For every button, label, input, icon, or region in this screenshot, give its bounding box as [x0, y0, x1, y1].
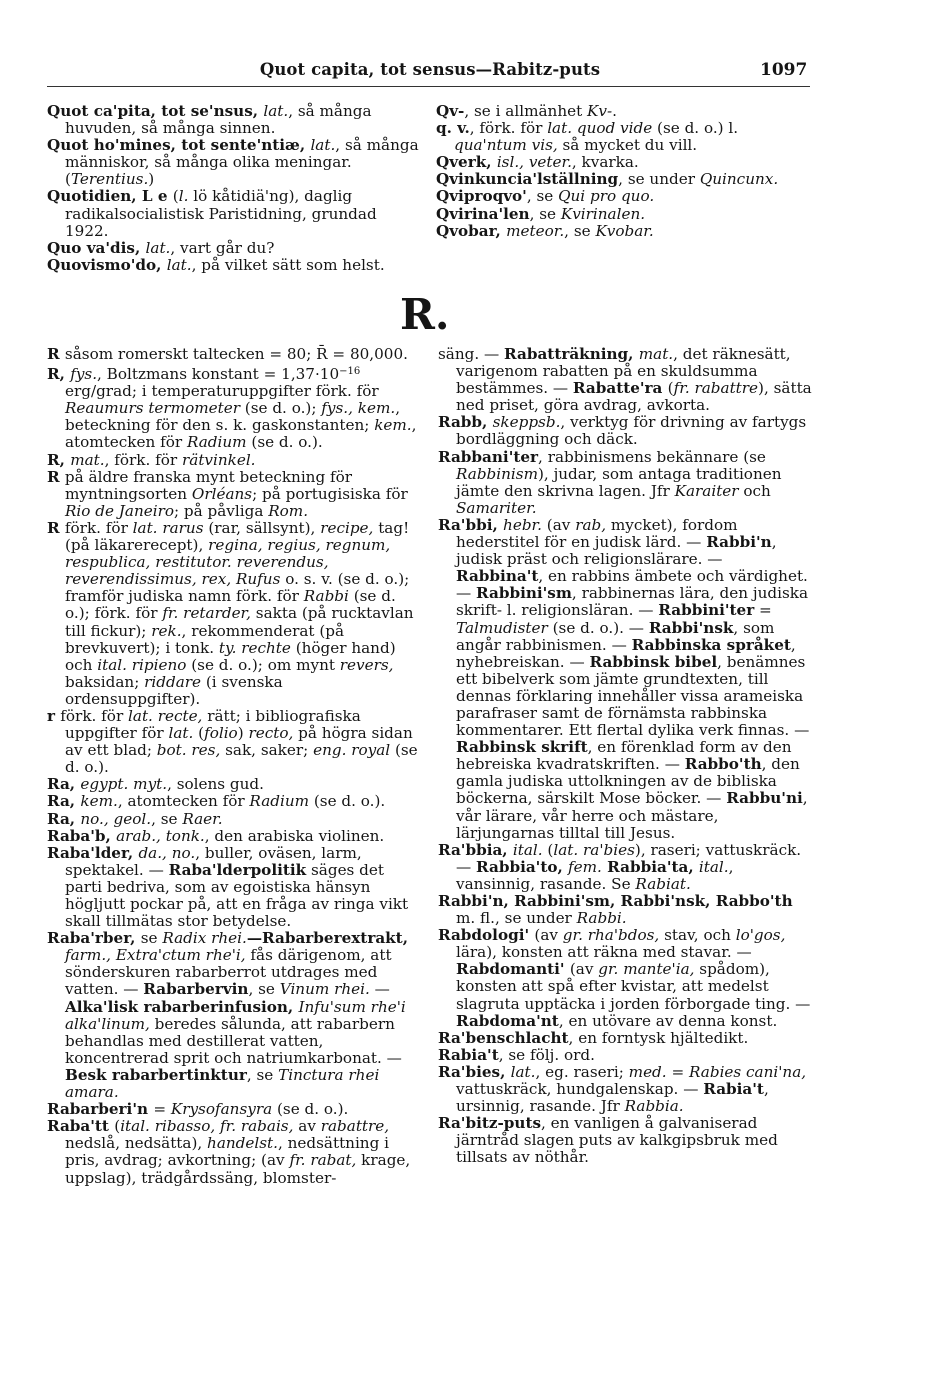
entry-text: mat. [70, 450, 105, 469]
entry-text: lat. [166, 255, 192, 274]
entry-text: förk. för [60, 706, 129, 725]
entry-headword: Rabb, [438, 413, 493, 432]
entry-text: (se d. o.) l. [652, 119, 739, 138]
entry-text: stav, och [659, 926, 736, 945]
entry-text: ; på påvliga [173, 501, 269, 520]
entry-text: (av [541, 515, 576, 534]
entry-text: , beteckning för den s. k. gaskonstanten; [65, 399, 401, 435]
entry-text: no., geol. [80, 809, 152, 828]
entry-text: (se d. o.); om mynt [186, 655, 340, 674]
entry-headword: R, [47, 450, 71, 469]
entry-text: Rabbia. [624, 1097, 684, 1116]
entry-headword: q. v. [436, 119, 470, 138]
entry-text: , den arabiska violinen. [204, 826, 385, 845]
entry-text: erg/grad; i temperaturuppgifter förk. för [65, 382, 379, 401]
entry-headword: Quovismo'do, [47, 255, 167, 274]
entry-text: ( [114, 1117, 121, 1136]
entry-text: , se [529, 204, 561, 223]
entry-text: på högra sidan av ett blad; [65, 724, 413, 760]
entry-headword: Ra'benschlacht [438, 1028, 569, 1047]
entry-text: säng. — [438, 345, 505, 363]
entry-text: , förk. för [469, 119, 548, 138]
entry-text: Terentius. [70, 170, 149, 189]
entry-text: Reaumurs termometer [65, 399, 240, 418]
entry-text: fås därigenom, att sönderskuren rabarberrot utdrages med vatten. — [65, 946, 392, 999]
entry-text: (se d. o.). [246, 433, 323, 452]
entry-text: , atomtecken för [65, 416, 417, 452]
entry-headword: Rabdomanti' [456, 960, 570, 979]
entry-headword: Rabbinsk skrift [456, 738, 588, 757]
entry-headword: Rabia't [703, 1080, 764, 1099]
entry-text: av [293, 1117, 321, 1136]
entry-text: da., no. [138, 843, 196, 862]
entry-headword: Rabbu'ni [726, 789, 803, 808]
entry-text: ( [542, 840, 554, 859]
entry-text: — [369, 980, 390, 999]
running-head: Quot capita, tot sensus—Rabitz-puts [259, 60, 601, 79]
entry-text: (se d. o.); förk. för [65, 587, 396, 623]
entry-text: (se d. o.). [309, 792, 386, 811]
entry-headword: Qvirina'len [436, 204, 530, 223]
entry-headword: Quot ho'mines, tot sente'ntiæ, [47, 136, 311, 155]
entry-text: ( [193, 724, 205, 743]
entry-text: , atomtecken för [117, 792, 250, 811]
entry-text: fr. retarder, [162, 604, 251, 623]
entry-text: ), sätta ned priset, göra avdrag, avkorta. [456, 379, 812, 415]
entry-text: (höger hand) och [65, 638, 396, 674]
entry-text: fem. [568, 857, 602, 876]
entry-headword: Rabbi'nsk [648, 618, 734, 637]
entry-headword: R, [47, 365, 71, 384]
entry-headword: r [47, 706, 61, 725]
entry-text: Rabies cani'na, [689, 1062, 807, 1081]
entry-text: tag! (på läkarerecept), [65, 518, 410, 555]
entry-text: Raer. [182, 809, 223, 828]
entry-text: , som angår rabbinismen. — [456, 618, 775, 654]
entry-text: baksidan; [65, 672, 145, 691]
entry-text: folio [204, 724, 238, 743]
entry-headword: R [47, 518, 65, 537]
entry-text: , rekommenderat (på brevkuvert); i tonk. [65, 621, 345, 657]
entry-text: lat. [145, 238, 171, 257]
entry-headword: Ra'bitz-puts [438, 1114, 542, 1133]
entry-text: . [612, 102, 617, 120]
entry-text: Rio de Janeiro [65, 501, 174, 520]
dictionary-entry [47, 811, 421, 828]
entry-text: fr. rabat, [289, 1151, 357, 1170]
entry-headword: Rabbi'n, Rabbini'sm, Rabbi'nsk, Rabbo'th [438, 892, 793, 910]
entry-text: (se d. o.). [65, 741, 418, 777]
entry-text: (av [534, 926, 563, 945]
entry-headword: Rabbini'sm [476, 584, 572, 603]
entry-text: lat. rarus [132, 518, 204, 537]
entry-text: lat. ra'bies [553, 840, 635, 859]
entry-text: , benämnes ett bibelverk som jämte grundtexten, till dennas förklaring innehåller vissa arameiska parafraser samt de förnämsta rabbinska kommentarer. Ett flertal dylika verk finnas. — [456, 652, 810, 740]
entry-text: Qui pro quo. [558, 187, 655, 206]
dictionary-entry [436, 223, 806, 240]
entry-text: lat. [310, 136, 336, 155]
entry-headword: Ra'bies, [438, 1062, 511, 1081]
entry-text: Talmudister [456, 618, 548, 637]
entry-text: , kvarka. [571, 153, 639, 172]
entry-text: , nyhebreiskan. — [456, 635, 796, 671]
entry-text: meteor. [506, 221, 565, 240]
entry-text: lära), konsten att räkna med stavar. — [456, 943, 752, 962]
entry-text: (av [569, 960, 599, 979]
dictionary-entry [47, 828, 421, 845]
entry-text: , en forntysk hjältedikt. [568, 1028, 749, 1047]
dictionary-entry [47, 137, 423, 188]
entry-text: och [738, 481, 771, 500]
dictionary-entry [436, 120, 806, 154]
entry-headword: Raba'tt [47, 1117, 115, 1136]
entry-text: Radium [186, 433, 247, 452]
entry-text: = [153, 1100, 171, 1119]
entry-text: Quincunx. [699, 170, 779, 189]
entry-text: , se följ. ord. [498, 1045, 595, 1064]
entry-text: , judisk präst och religionslärare. — [456, 533, 777, 569]
entry-text: , det räknesätt, varigenom rabatten på en skuldsumma bestämmes. — [456, 345, 791, 398]
entry-text: säges det parti bedriva, som av egoistiska hänsyn högljutt pockar på, att en fråga av ringa vikt skall tillmätas stor betydelse. [65, 860, 409, 931]
entry-text: beredes sålunda, att rabarbern behandlas med destillerat vatten, koncentrerad sprit och natriumkarbonat. — [65, 1014, 402, 1067]
entry-text: sak, saker; [220, 741, 314, 760]
entry-text: , se [246, 1065, 279, 1084]
entry-text: qua'ntum vis, [454, 136, 558, 155]
dictionary-entry [438, 893, 812, 927]
entry-text: regina, regius, regnum, respublica, restitutor. reverendus, reverendissimus, rex, Rufus [65, 536, 391, 589]
entry-text: , se [248, 980, 280, 999]
entry-text: så mycket du vill. [557, 136, 698, 155]
entry-text: , Boltzmans konstant = 1,37·10 [97, 365, 340, 384]
entry-headword: Ra'bbia, [438, 840, 513, 859]
dictionary-entry [47, 469, 421, 520]
entry-text: , ursinnig, rasande. Jfr [456, 1080, 769, 1116]
column-top-left [47, 103, 423, 274]
entry-text: , vart går du? [170, 238, 275, 257]
entry-headword: Rabbia'to, [476, 857, 569, 876]
entry-text: ital. ribasso, fr. rabais, [120, 1117, 294, 1136]
entry-text: på äldre franska mynt beteckning för myntningsorten [64, 467, 353, 503]
entry-text: Karaiter [674, 481, 739, 500]
entry-text: , vår lärare, vår herre och mästare, lärjungarnas tilltal till Jesus. [456, 789, 808, 842]
entry-headword: Qv- [436, 102, 465, 120]
dictionary-entry [47, 520, 421, 708]
entry-text: lö kåtidiä'ng), daglig radikalsocialistisk Paristidning, grundad 1922. [65, 187, 377, 240]
entry-text: rabattre, [320, 1117, 390, 1136]
entry-text: , se [526, 187, 559, 206]
dictionary-entry [47, 776, 421, 793]
entry-text: handelst. [207, 1134, 278, 1153]
entry-headword: Rabbani'ter [438, 447, 539, 466]
entry-text: l. [178, 187, 189, 206]
entry-headword: —Rabarberextrakt, [246, 929, 408, 948]
entry-text: bot. res, [156, 741, 221, 760]
entry-text: , på vilket sätt som helst. [191, 255, 385, 274]
dictionary-entry [47, 363, 421, 451]
entry-text: Radix rhei. [162, 929, 247, 948]
entry-text: ), judar, som antaga traditionen jämte den skrivna lagen. Jfr [456, 464, 782, 500]
entry-text: fr. rabattre [673, 379, 759, 398]
entry-text: (i svenska ordensuppgifter). [65, 672, 283, 708]
entry-text: lat. [168, 724, 194, 743]
entry-text: Tinctura rhei amara. [65, 1065, 380, 1102]
entry-text: se [140, 929, 163, 948]
entry-headword: Alka'lisk rabarberinfusion, [65, 997, 299, 1016]
entry-text: hebr. [503, 515, 542, 534]
entry-text: ty. rechte [218, 638, 291, 657]
entry-text: o. s. v. (se d. o.); framför judiska namn förk. för [65, 570, 410, 606]
entry-text: Kvobar. [595, 221, 654, 240]
entry-text: ital. [512, 840, 543, 859]
entry-headword: Rabbi'n [706, 533, 772, 552]
entry-text: , se under [618, 170, 700, 189]
entry-headword: Rabatte'ra [572, 379, 668, 398]
dictionary-entry [438, 1047, 812, 1064]
entry-headword: Rabbo'th [684, 755, 762, 774]
entry-headword: Rabdoma'nt [456, 1011, 559, 1030]
section-letter: R. [400, 290, 450, 339]
entry-text: , se i allmänhet [464, 102, 588, 120]
entry-text: , en utövare av denna konst. [558, 1011, 778, 1030]
dictionary-entry [438, 414, 812, 448]
dictionary-entry [47, 708, 421, 776]
entry-text: med. [628, 1062, 667, 1081]
dictionary-entry [47, 930, 421, 1101]
entry-text: rätvinkel. [182, 450, 256, 469]
entry-text: (rar, sällsynt), [203, 518, 321, 537]
dictionary-entry [436, 188, 806, 205]
entry-text: Samariter. [456, 498, 537, 517]
column-bottom-right [438, 346, 812, 1167]
entry-text: Infu'sum rhe'i alka'linum, [65, 997, 406, 1033]
entry-text: , se [151, 809, 183, 828]
entry-headword: Quo va'dis, [47, 238, 146, 257]
dictionary-entry [438, 517, 812, 842]
entry-text: = [666, 1062, 690, 1081]
dictionary-entry [47, 188, 423, 239]
dictionary-entry [438, 842, 812, 893]
entry-text: ) [148, 170, 155, 189]
entry-headword: Qvobar, [436, 221, 507, 240]
entry-text: rek. [151, 621, 182, 640]
dictionary-entry [47, 845, 421, 930]
dictionary-entry [47, 793, 421, 810]
entry-text: ital. ripieno [97, 655, 187, 674]
entry-text: ; på portugisiska för [252, 484, 408, 503]
entry-headword: R [47, 345, 65, 363]
dictionary-entry [47, 103, 423, 137]
entry-text: mycket), fordom hederstitel för en judisk lärd. — [456, 515, 738, 552]
entry-text: arab., tonk. [116, 826, 205, 845]
entry-text: egypt. myt. [80, 775, 168, 794]
entry-text: (se d. o.). [272, 1100, 349, 1119]
entry-text: lo'gos, [735, 926, 786, 945]
entry-text: , en rabbins ämbete och värdighet. — [456, 567, 808, 603]
entry-text: mat. [638, 345, 674, 363]
entry-text: farm., Extra'ctum rhe'i, [65, 946, 246, 965]
dictionary-entry [47, 1118, 421, 1186]
entry-text: , en förenklad form av den hebreiska kvadratskriften. — [456, 738, 792, 774]
entry-text: , den gamla judiska uttolkningen av de bibliska böckerna, särskilt Mose böcker. — [456, 755, 800, 808]
entry-text: lat. [263, 102, 289, 120]
entry-text: rätt; i bibliografiska uppgifter för [65, 706, 361, 743]
entry-text: fys., kem. [321, 399, 396, 418]
entry-headword: Ra, [47, 809, 81, 828]
entry-headword: Raba'b, [47, 826, 117, 845]
entry-text: , rabbinismens bekännare (se [538, 447, 766, 466]
entry-text: , solens gud. [167, 775, 264, 794]
dictionary-entry [47, 452, 421, 469]
entry-headword: Rabbinsk bibel [589, 652, 718, 671]
entry-headword: Rabbia'ta, [601, 857, 699, 876]
entry-text: isl., veter. [496, 153, 572, 172]
dictionary-entry [436, 103, 806, 120]
entry-text: lat. quod vide [547, 119, 653, 138]
entry-headword: Ra'bbi, [438, 515, 504, 534]
entry-headword: R [47, 467, 65, 486]
entry-text: krage, uppslag), trädgårdssäng, blomster- [65, 1151, 411, 1187]
entry-text: , så många huvuden, så många sinnen. [65, 102, 372, 138]
dictionary-entry [47, 1101, 421, 1118]
page-number: 1097 [760, 60, 808, 80]
entry-headword: Rabatträkning, [504, 345, 639, 363]
entry-text: revers, [339, 655, 394, 674]
entry-text: gr. mante'ia, [598, 960, 695, 979]
entry-text: , rabbinernas lära, den judiska skrift- l. religionsläran. — [456, 584, 809, 620]
entry-text: = [754, 601, 772, 620]
entry-text: lat. [510, 1062, 536, 1081]
entry-headword: Ra, [47, 775, 81, 794]
entry-headword: Rabbinska språket [631, 635, 791, 654]
entry-headword: Qviproqvo' [436, 187, 527, 206]
dictionary-entry [47, 240, 423, 257]
entry-headword: Rabdologi' [438, 926, 535, 945]
column-top-right [436, 103, 806, 240]
dictionary-entry [438, 1030, 812, 1047]
entry-text: Kv- [587, 102, 613, 120]
entry-headword: Rabarbervin [143, 980, 249, 999]
entry-text: skeppsb. [492, 413, 561, 432]
dictionary-entry [438, 1115, 812, 1166]
entry-text: Rabbinism [456, 464, 538, 483]
entry-text: Rom. [268, 501, 309, 520]
header-rule [47, 86, 810, 87]
entry-text: Rabbi. [576, 909, 627, 928]
entry-text: sakta (på rucktavlan till fickur); [65, 604, 414, 640]
entry-text: ( [172, 187, 179, 206]
entry-headword: Ra, [47, 792, 81, 811]
entry-text: , förk. för [104, 450, 182, 469]
entry-text: ) [237, 724, 249, 743]
dictionary-entry [438, 927, 812, 1030]
entry-text: lat. recte, [128, 706, 203, 725]
entry-text: , se [564, 221, 596, 240]
entry-headword: Rabarberi'n [47, 1100, 154, 1119]
entry-text: , en vanligen å galvaniserad järntråd slagen puts av kalkgipsbruk med tillsats av nöthår. [456, 1114, 778, 1167]
dictionary-entry [436, 154, 806, 171]
entry-text: fys. [70, 365, 98, 384]
entry-headword: Raba'lder, [47, 843, 139, 862]
entry-text: , nedsättning i pris, avdrag; avkortning; (av [65, 1134, 389, 1170]
entry-text: nedslå, nedsätta), [65, 1134, 208, 1153]
entry-text: Radium [249, 792, 310, 811]
entry-text: Vinum rhei. [279, 980, 370, 999]
entry-headword: Rabbini'ter [658, 601, 755, 620]
entry-text: såsom romerskt taltecken = 80; R̄ = 80,000. [64, 345, 408, 363]
entry-headword: Quot ca'pita, tot se'nsus, [47, 102, 264, 120]
entry-text: ), raseri; vattuskräck. — [456, 840, 802, 876]
entry-text: , eg. raseri; [535, 1062, 629, 1081]
entry-headword: Rabia't [438, 1045, 499, 1064]
entry-text: kem. [80, 792, 118, 811]
entry-text: kem. [374, 416, 412, 435]
entry-text: eng. royal [313, 741, 391, 760]
dictionary-entry [436, 171, 806, 188]
dictionary-entry [438, 449, 812, 517]
entry-text: förk. för [64, 518, 133, 537]
entry-headword: Raba'rber, [47, 929, 141, 948]
entry-text: Kvirinalen. [560, 204, 646, 223]
entry-headword: Rabbina't [456, 567, 539, 586]
entry-text: Rabbi [303, 587, 349, 606]
entry-text: , vansinnig, rasande. Se [456, 857, 734, 893]
entry-text: rab, [575, 515, 607, 534]
entry-text: ital. [698, 857, 729, 876]
entry-headword: Qvinkuncia'lställning [436, 170, 619, 189]
entry-text: gr. rha'bdos, [562, 926, 660, 945]
column-bottom-left [47, 346, 421, 1187]
entry-text: riddare [144, 672, 202, 691]
entry-text: recto, [248, 724, 294, 743]
dictionary-entry [438, 1064, 812, 1115]
entry-text: (se d. o.); [239, 399, 322, 418]
entry-text: −16 [339, 366, 361, 378]
entry-text: spådom), konsten att spå efter kvistar, att medelst slagruta upptäcka i jorden förborgade ting. — [456, 960, 811, 1013]
entry-text: , verktyg för drivning av fartygs bordläggning och däck. [456, 413, 807, 449]
entry-text: Orléans [191, 484, 253, 503]
dictionary-entry [436, 206, 806, 223]
entry-text: Rabiat. [635, 874, 691, 893]
entry-text: m. fl., se under [456, 909, 577, 928]
entry-text: , buller, oväsen, larm, spektakel. — [65, 843, 362, 879]
entry-headword: Quotidien, L e [47, 187, 173, 206]
entry-text: Krysofansyra [170, 1100, 273, 1119]
entry-text: , så många människor, så många olika meningar. ( [65, 136, 419, 189]
dictionary-entry [438, 346, 812, 414]
entry-text: (se d. o.). — [547, 618, 649, 637]
entry-headword: Qverk, [436, 153, 497, 172]
dictionary-entry [47, 257, 423, 274]
entry-text: ( [667, 379, 674, 398]
dictionary-entry [47, 346, 421, 363]
entry-headword: Raba'lderpolitik [168, 860, 307, 879]
entry-text: recipe, [320, 518, 374, 537]
entry-headword: Besk rabarbertinktur [65, 1065, 247, 1084]
entry-text: vattuskräck, hundgalenskap. — [456, 1080, 704, 1099]
